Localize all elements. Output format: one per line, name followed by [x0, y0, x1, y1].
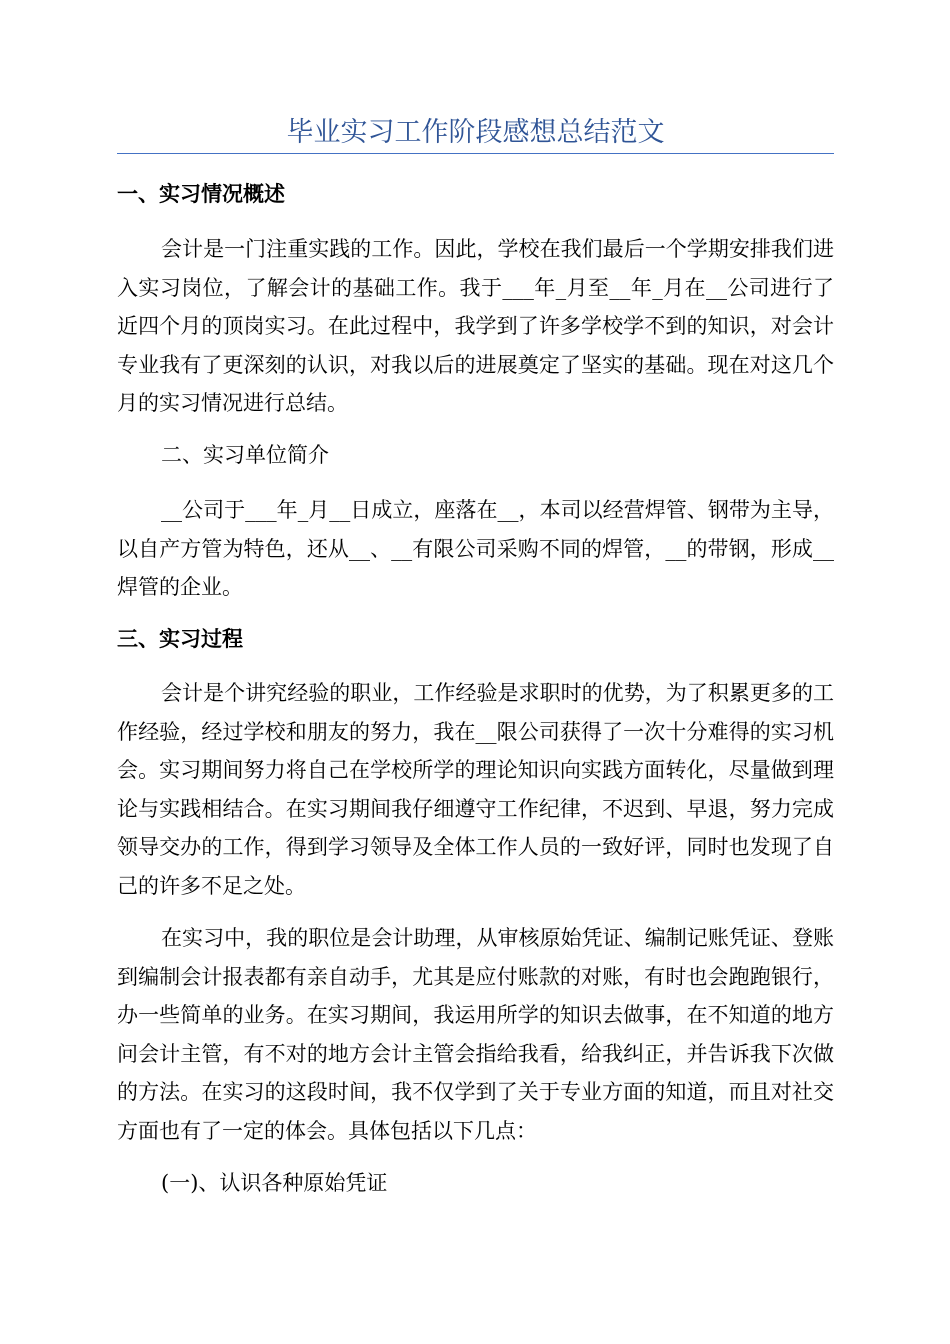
section-heading-overview: 一、实习情况概述 — [117, 182, 285, 206]
section-heading-process: 三、实习过程 — [117, 627, 243, 651]
subheading-original-vouchers: (一)、认识各种原始凭证 — [161, 1171, 388, 1195]
title-underline — [117, 153, 834, 154]
paragraph-process-2: 在实习中，我的职位是会计助理，从审核原始凭证、编制记账凭证、登账到编制会计报表都有亲自动手，尤其是应付账款的对账，有时也会跑跑银行，办一些简单的业务。在实习期间，我运用所学的知识去做事，在不知道的地方问会计主管，有不对的地方会计主管会指给我看，给我纠正，并告诉我下次做的方法。在实习的这段时间，我不仅学到了关于专业方面的知道，而且对社交方面也有了一定的体会。具体包括以下几点： — [117, 926, 834, 1143]
paragraph-company: __公司于___年_月__日成立，座落在__，本司以经营焊管、钢带为主导，以自产方管为特色，还从__、__有限公司采购不同的焊管，__的带钢，形成__焊管的企业。 — [117, 498, 834, 600]
paragraph-overview: 会计是一门注重实践的工作。因此，学校在我们最后一个学期安排我们进入实习岗位，了解会计的基础工作。我于___年_月至__年_月在__公司进行了近四个月的顶岗实习。在此过程中，我学到了许多学校学不到的知识，对会计专业我有了更深刻的认识，对我以后的进展奠定了坚实的基础。现在对这几个月的实习情况进行总结。 — [117, 237, 834, 416]
section-heading-company: 二、实习单位简介 — [161, 443, 329, 467]
paragraph-process-1: 会计是个讲究经验的职业，工作经验是求职时的优势，为了积累更多的工作经验，经过学校和朋友的努力，我在__限公司获得了一次十分难得的实习机会。实习期间努力将自己在学校所学的理论知识向实践方面转化，尽量做到理论与实践相结合。在实习期间我仔细遵守工作纪律，不迟到、早退，努力完成领导交办的工作，得到学习领导及全体工作人员的一致好评，同时也发现了自己的许多不足之处。 — [117, 681, 834, 898]
document-title: 毕业实习工作阶段感想总结范文 — [286, 117, 665, 148]
